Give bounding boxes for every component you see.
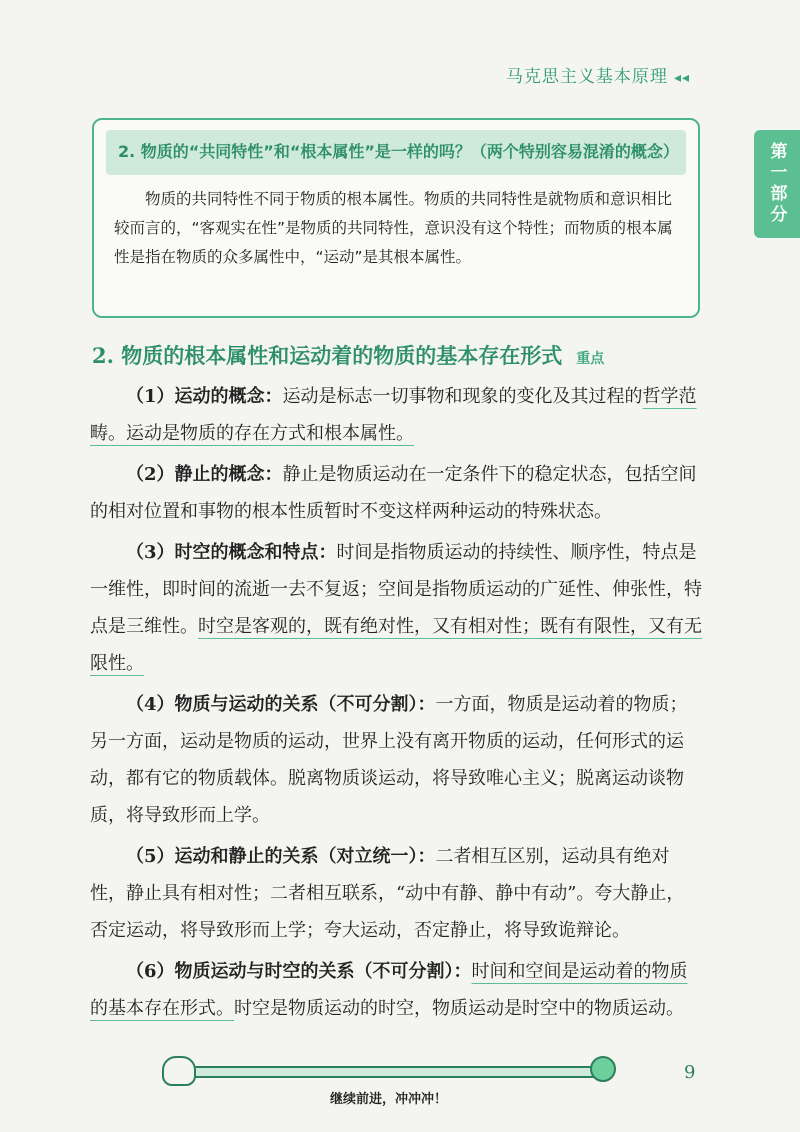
paragraph-lead: （4）物质与运动的关系（不可分割）： xyxy=(126,694,436,715)
body-content xyxy=(90,378,702,1031)
paragraph xyxy=(90,534,702,682)
underlined-text: 时空是客观的，既有绝对性，又有相对性；既有有限性，又有无限性。 xyxy=(90,616,702,674)
paragraph-lead: （6）物质运动与时空的关系（不可分割）： xyxy=(126,961,472,982)
question-box xyxy=(92,118,700,318)
paragraph-text: 运动是标志一切事物和现象的变化及其过程的 xyxy=(282,386,643,407)
paragraph-text: 时间是指物质运动的持续性、顺序性，特点是一维性，即时间的流逝一去不复返；空间是指物质运动的广延性、伸张性，特点是三维性。 xyxy=(90,542,702,637)
paragraph-text: 静止是物质运动在一定条件下的稳定状态，包括空间的相对位置和事物的根本性质暂时不变这样两种运动的特殊状态。 xyxy=(90,464,697,522)
question-box-title: 2. 物质的“共同特性”和“根本属性”是一样的吗？（两个特别容易混淆的概念） xyxy=(106,130,686,175)
paragraph-text: 时空是物质运动的时空，物质运动是时空中的物质运动。 xyxy=(234,998,684,1019)
section-title xyxy=(92,340,604,370)
page-number: 9 xyxy=(684,1062,696,1083)
double-arrow-icon: ◂◂ xyxy=(673,70,690,86)
paragraph-lead: （5）运动和静止的关系（对立统一）： xyxy=(126,846,436,867)
paragraph-lead: （2）静止的概念： xyxy=(126,464,283,485)
underlined-text: 时间和空间是运动着的物质的基本存在形式。 xyxy=(90,961,688,1019)
key-point-tag: 重点 xyxy=(576,351,605,367)
ball-icon xyxy=(590,1056,616,1082)
footer-progress-bar xyxy=(178,1066,602,1078)
part-side-tab: 第一部分 xyxy=(754,130,800,238)
paragraph-text: 二者相互区别，运动具有绝对性，静止具有相对性；二者相互联系，“动中有静、静中有动”。夸大静止，否定运动，将导致形而上学；夸大运动，否定静止，将导致诡辩论。 xyxy=(90,846,685,941)
paragraph-lead: （1）运动的概念： xyxy=(126,386,283,407)
question-box-body: 物质的共同特性不同于物质的根本属性。物质的共同特性是就物质和意识相比较而言的，“客观实在性”是物质的共同特性，意识没有这个特性；而物质的根本属性是指在物质的众多属性中，“运动”是其根本属性。 xyxy=(114,189,673,266)
underlined-text: 哲学范畴。运动是物质的存在方式和根本属性。 xyxy=(90,386,697,444)
paragraph xyxy=(90,378,702,452)
footer-motto: 继续前进，冲冲冲！ xyxy=(330,1092,448,1107)
paragraph xyxy=(90,456,702,530)
paragraph xyxy=(90,838,702,949)
paragraph-text: 一方面，物质是运动着的物质；另一方面，运动是物质的运动，世界上没有离开物质的运动，任何形式的运动，都有它的物质载体。脱离物质谈运动，将导致唯心主义；脱离运动谈物质，将导致形而上学。 xyxy=(90,694,688,826)
running-header xyxy=(506,62,690,87)
paragraph xyxy=(90,686,702,834)
paragraph xyxy=(90,953,702,1027)
paragraph-lead: （3）时空的概念和特点： xyxy=(126,542,337,563)
mascot-icon xyxy=(162,1056,196,1086)
header-title: 马克思主义基本原理 xyxy=(505,67,668,87)
section-title-text: 2. 物质的根本属性和运动着的物质的基本存在形式 xyxy=(92,343,563,368)
